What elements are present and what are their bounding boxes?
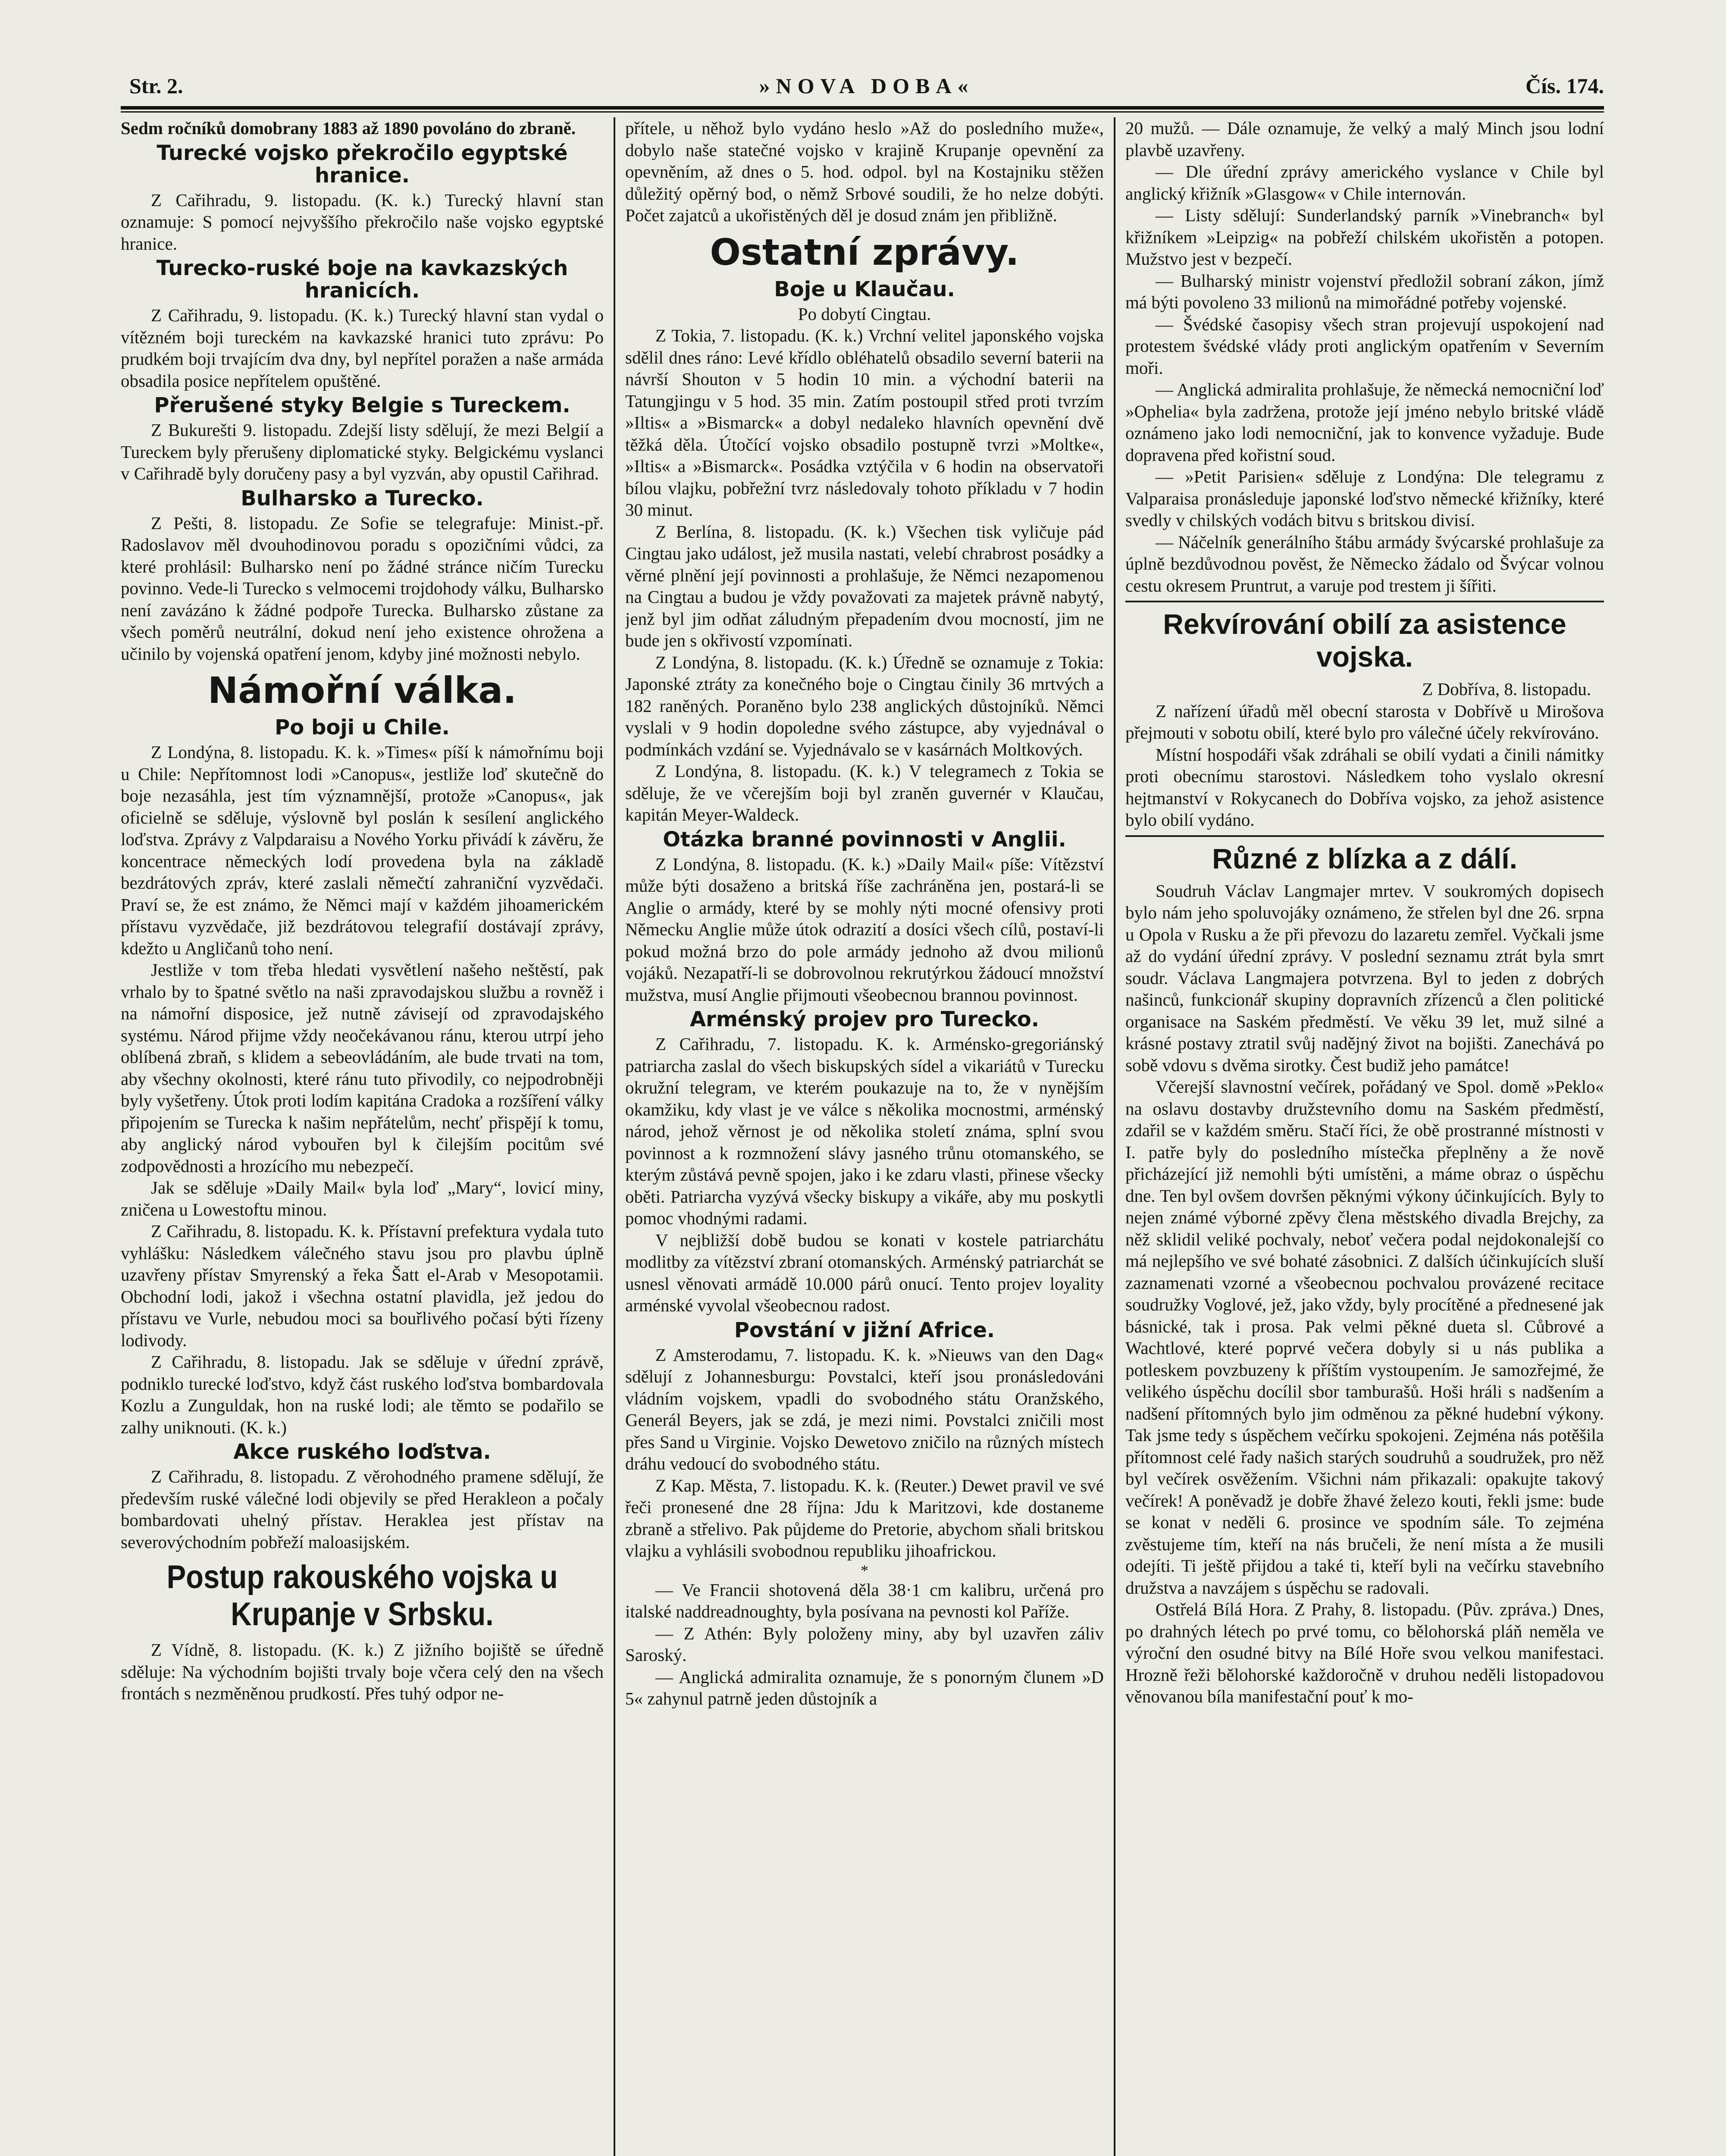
article-text: — Listy sdělují: Sunderlandský parník »Vinebranch« byl křižníkem »Leipzig« na pobřeží chilském ukořistěn a potopen. Mužstvo jest v bezpečí. [1125, 205, 1604, 269]
article-text: — Anglická admiralita oznamuje, že s ponorným člunem »D 5« zahynul patrně jeden důstojník a [625, 1667, 1104, 1708]
dateline: Z Dobřívа, 8. listopadu. [1422, 679, 1591, 699]
article-text: Z nařízení úřadů měl obecní starosta v Dobřívě u Mirošova přejmouti v sobotu obilí, které bylo pro válečné účely rekvírováno. [1125, 701, 1604, 743]
article-text: Z Tokia, 7. listopadu. (K. k.) Vrchní velitel japonského vojska sdělil dnes ráno: Levé křídlo obléhatelů obsadilo severní baterii na návrší Shouton v 5 hodin 10 min. a východní baterii na Tatungjingu v 5 hod. 35 min. Zatím postoupil střed proti tvrzím »Iltis« a »Bismarck« a dobyl nedaleko hlavních opevnění dvě těžká děla. Útočící vojsko obsadilo postupně tvrzi »Moltke«, »Iltis« a »Bismarck«. Posádka vztýčila v 6 hodin na observatoři bílou vlajku, pobřežní tvrz následovaly tohoto příkladu v 7 hodin 30 minut. [625, 326, 1104, 520]
article-text: 20 mužů. — Dále oznamuje, že velký a malý Minch jsou lodní plavbě uzavřeny. [1125, 118, 1604, 160]
issue-number: Čís. 174. [1526, 74, 1604, 98]
headline: Akce ruského loďstva. [233, 1440, 491, 1464]
article-text: Z Cařihradu, 8. listopadu. Z věrohodného pramene sdělují, že především ruské válečné lodi objevily se před Herakleon a počaly bombardovati uhelný přístav. Heraklea jest přístav na severovýchodním pobřeží maloasijském. [121, 1467, 604, 1552]
article-text: Ostřelá Bílá Hora. Z Prahy, 8. listopadu. (Pův. zpráva.) Dnes, po drahných létech po prvé tomu, co bělohorská pláň neměla ve výroční den osudné bitvy na Bílé Hoře svou velkou manifestaci. Hrozně řeži bělohorské každoročně v druhou neděli listopadovou věnovanou bíla manifestační pouť k mo- [1125, 1599, 1604, 1706]
section-headline: Ostatní zprávy. [710, 231, 1019, 273]
article-text: Z Londýna, 8. listopadu. (K. k.) Úředně se oznamuje z Tokia: Japonské ztráty za konečného boje o Cingtau činily 36 mrtvých a 182 raněných. Poraněno bylo 238 anglických důstojníků. Němci vyslali v 9 hodin dopoledne svého zástupce, aby vyjednával o podmínkách vzdání se. Vyjednávalo se v kasárnách Moltkových. [625, 652, 1104, 759]
column-divider [614, 117, 615, 2156]
headline: Turecké vojsko překročilo egyptské hranice. [157, 141, 568, 188]
article-text: — »Petit Parisien« sděluje z Londýna: Dle telegramu z Valparaisa pronásleduje japonské loďstvo německé křižníky, které svedly v chilských vodách bitvu s britskou divisí. [1125, 467, 1604, 530]
section-headline: Postup rakouského vojska u Krupanje v Srbsku. [166, 1559, 558, 1633]
column-divider [1114, 117, 1115, 2156]
article-text: — Švédské časopisy všech stran projevují uspokojení nad protestem švédské vlády proti anglickým opatřením v Severním moři. [1125, 314, 1604, 378]
article-text: Z Kap. Města, 7. listopadu. K. k. (Reuter.) Dewet pravil ve své řeči pronesené dne 28 října: Jdu k Maritzovi, kde dostaneme zbraně a střelivo. Pak půjdeme do Pretorie, abychom sňali britskou vlajku a vyhlásili svobodnou republiku jihoafrickou. [625, 1475, 1104, 1561]
article-text: — Anglická admiralita prohlašuje, že německá nemocniční loď »Ophelia« byla zadržena, protože její jméno nebylo britské vládě oznámeno jako lodi nemocniční, jak to konvence vyžaduje. Bude dopravena před kořistní soud. [1125, 379, 1604, 465]
headline: Otázka branné povinnosti v Anglii. [663, 827, 1066, 852]
headline: Arménský projev pro Turecko. [690, 1007, 1039, 1031]
article-text: Z Bukurešti 9. listopadu. Zdejší listy sdělují, že mezi Belgií a Tureckem byly přerušeny diplomatické styky. Belgickému vyslanci v Cařihradě byly doručeny pasy a byl vyzván, aby opustil Cařihrad. [121, 420, 604, 483]
article-text: — Dle úřední zprávy amerického vyslance v Chile byl anglický křižník »Glasgow« v Chile internován. [1125, 162, 1604, 204]
section-headline: Námořní válka. [207, 669, 517, 711]
header-rule-thin [121, 111, 1604, 113]
header-rule [121, 106, 1604, 110]
divider [1125, 601, 1604, 602]
article-text: Z Londýna, 8. listopadu. K. k. »Times« píší k námořnímu boji u Chile: Nepřítomnost lodi »Canopus«, jestliže loď skutečně do boje nezasáhla, jest tím významnější, protože »Canopus«, jak oficielně se sděluje, výslovně byl poslán k sesílení anglického loďstva. Zprávy z Valpdaraisu a Nového Yorku přivádí k závěru, že koncentrace německých lodí provedena byla na základě bezdrátových zpráv, které zaslali němečtí zahraniční vyzvědači. Praví se, že est známo, že Němci mají v každém jihoamerickém přístavu vyzvědače, již bezdrátovou telegrafií dostávají zprávy, kdežto u Angličanů toho není. [121, 742, 604, 958]
page-number: Str. 2. [129, 74, 183, 98]
article-text: V nejbližší době budou se konati v kostele patriarchátu modlitby za vítězství zbraní otomanských. Arménský patriarchát se usnesl věnovati armádě 10.000 párů onucí. Tento projev loyality arménské vyvolal všeobecnou radost. [625, 1230, 1104, 1315]
article-text: Z Pešti, 8. listopadu. Ze Sofie se telegrafuje: Minist.-př. Radoslavov měl dvouhodinovou poradu s opozičními vůdci, za které prohlásil: Bulharsko není po žádné stránce ničím Turecku povinno. Vede-li Turecko s velmocemi trojdohody válku, Bulharsko není zavázáno k žádné podpoře Turecka. Bulharsko zůstane za všech poměrů neutrální, dokud není jeho existence ohrožena a učinilo by vojenská opatření jenom, kdyby jiné možnosti nebylo. [121, 513, 604, 664]
article-text: Z Cařihradu, 8. listopadu. Jak se sděluje v úřední zprávě, podniklo turecké loďstvo, když část ruského loďstva bombardovala Kozlu a Zunguldak, hon na ruské lodi; ale těmto se podařilo se zalhy uniknouti. (K. k.) [121, 1352, 604, 1437]
article-text: Z Berlína, 8. listopadu. (K. k.) Všechen tisk vyličuje pád Cingtau jako událost, jež musila nastati, velebí chrabrost posádky a věrné plnění její povinnosti a prohlašuje, že Němci nezapomenou na Cingtau a budou je vždy považovati za majetek právně nabytý, jenž byl jim odňat záludným přepadením dvou mocností, jim ne bude jen s okřivostí vzpomínati. [625, 521, 1104, 650]
article-text: Z Cařihradu, 9. listopadu. (K. k.) Turecký hlavní stan vydal o vítězném boji tureckém na kavkazské hranici tuto zprávu: Po prudkém boji trvajícím dva dny, byl nepřítel poražen a naše armáda obsadila posice nepřítelem opuštěné. [121, 305, 604, 391]
article-text: Z Cařihradu, 7. listopadu. K. k. Arménsko-gregoriánský patriarcha zaslal do všech biskupských sídel a vikariátů v Turecku okružní telegram, ve kterém poukazuje na to, že v nynějším okamžiku, kdy vlast je ve válce s několika mocnostmi, arménský národ, jehož věrnost je od několika století známa, splní svou povinnost a k rozmnožení slávy jasného trůnu otomanského, se kterým zůstává pevně spojen, jako i ke zdaru vlasti, přinese všecky oběti. Patriarcha vyzývá všecky biskupy a vikáře, aby mu poskytli pomoc vhodnými radami. [625, 1034, 1104, 1228]
column-3 [1125, 117, 1604, 2156]
article-text: Z Amsterodamu, 7. listopadu. K. k. »Nieuws van den Dag« sdělují z Johannesburgu: Povstalci, kteří jsou pronásledováni vládním vojskem, vpadli do svobodného státu Oranžského, Generál Beyers, jak se zdá, je mezi nimi. Povstalci zničili most přes Sand u Virginie. Vojsko Dewetovo zničilo na různých místech dráhu vedoucí do svobodného státu. [625, 1344, 1104, 1473]
headline: Bulharsko a Turecko. [241, 486, 484, 511]
article-text: Z Londýna, 8. listopadu. (K. k.) V telegramech z Tokia se sděluje, že ve včerejším boji byl zraněn guvernér v Klaučau, kapitán Meyer-Waldeck. [625, 761, 1104, 824]
newspaper-title: »NOVA DOBA« [759, 74, 974, 98]
article-text: Jestliže v tom třeba hledati vysvětlení našeho neštěstí, pak vrhalo by to špatné světlo na naši zpravodajskou službu a rovněž i na námořní disposice, jež nutně závisejí od zpravodajského systému. Národ přijme vždy neočekávanou ránu, kterou utrpí jeho oblíbená zbraň, s klidem a sebeovládáním, ale bude trvati na tom, aby všechny okolnosti, které ránu tuto přivodily, co nejpodrobněji byly vyšetřeny. Útok proti lodím kapitána Cradoka a rozšíření války připojením se Turecka k našim nepřátelům, nechť přispějí k tomu, aby anglický národ vybouřen byl k čilejším pocitům své zodpovědnosti a hrozícího mu nebezpečí. [121, 960, 604, 1176]
article-text: Soudruh Václav Langmajer mrtev. V soukromých dopisech bylo nám jeho spoluvojáky oznámeno, že střelen byl dne 26. srpna u Opola v Rusku a že při převozu do lazaretu zemřel. Vyčkali jsme až do vydání úřední zprávy. V poslední seznamu ztrát byla smrt soudr. Václava Langmajera potvrzena. Byl to jeden z dobrých našinců, funkcionář skupiny dopravních zřízenců a člen politické organisace na Saském předměstí. Ve věku 39 let, muž silné a krásné postavy ztratil svůj nadějný život na bojišti. Zanechává po sobě vdovu s dvěma sirotky. Čest budiž jeho památce! [1125, 881, 1604, 1075]
article-text: Z Londýna, 8. listopadu. (K. k.) »Daily Mail« píše: Vítězství může býti dosaženo a britská říše zachráněna jen, postará-li se Anglie o armády, které by se mohly nýti mocné ofensivy proti Německu Anglie může útok odrazití a dosíci všech cílů, postaví-li pokud možná brzo do pole armády jednoho až dvou milionů vojáků. Nezapatří-li se dobrovolnou rekrutýrkou žádoucí množství mužstva, musí Anglie přijmouti všeobecnou brannou povinnost. [625, 854, 1104, 1005]
headline: Povstání v jižní Africe. [734, 1318, 995, 1342]
section-headline: Různé z blízka a z dálí. [1212, 842, 1517, 874]
article-text: — Bulharský ministr vojenství předložil sobraní zákon, jímž má býti povoleno 33 milionů na mimořádné potřeby vojenské. [1125, 270, 1604, 312]
article-text: — Náčelník generálního štábu armády švýcarské prohlašuje za úplně bezdůvodnou pověst, že Německo žádalo od Švýcar volnou cestu okresem Pruntrut, a varuje pod trestem ji šířiti. [1125, 532, 1604, 595]
subheadline: Po dobytí Cingtau. [798, 304, 931, 324]
article-text: — Ve Francii shotovená děla 38·1 cm kalibru, určená pro italské naddreadnoughty, byla posívana na pevnosti kol Paříže. [625, 1579, 1104, 1621]
article-text: Včerejší slavnostní večírek, pořádaný ve Spol. domě »Peklo« na oslavu dostavby družstevního domu na Saském předměstí, zdařil se v každém směru. Stačí říci, že obě prostranné místnosti v I. patře byly do posledního místečka přeplněny a že nově přicházející již nemohli býti umístěni, a máme obraz o úspěchu dne. Ten byl ovšem dovršen pěknými výkony účinkujících. Byly to nejen známé výborné zpěvy člena městského divadla Brejchy, za něž sklidil veliké pochvaly, neboť večera podal nejdokonalejší co má nejlepšího ve své bohaté zásobnici. Z dalších účinkujících sluší zaznamenati vzorné a všeobecnou pochvalou provázené recitace soudružky Voglové, jež, jako vždy, byly procítěné a přednesené jak básnické, tak i prosa. Pak velmi pěkné dueta sl. Cůbrové a Wachtlové, které poprvé večera dobyly si u nás publika a potleskem povzbuzeny k příštím vystoupením. Je samozřejmé, že velikého úspěchu docílil sbor tamburašů. Hoši hráli s nadšením a nadšení přítomných bylo jim odměnou za pěkné hudební výkony. Tak jsme tedy s úspěchem večírku spokojeni. Zejména nás potěšila přítomnost celé řady našich starých soudruhů a soudružek, pro něž byl večírek osvěžením. Všichni nám přikazali: opakujte takový večírek! A poněvadž je dobře žhavé železo kouti, řekli jsme: bude se konat v neděli 6. prosince ve spodním sále. To zejména zvěstujeme tím, kteří na nás bručeli, že není místa a že musili odejíti. Ti ještě přijdou a také ti, kteří byli na večírku stavebního družstva a navzájem s úspěchu se radovali. [1125, 1077, 1604, 1598]
article-text: Jak se sděluje »Daily Mail« byla loď „Mary“, lovicí miny, zničena u Lowestoftu minou. [121, 1178, 604, 1219]
section-separator-star: * [861, 1561, 868, 1579]
headline: Přerušené styky Belgie s Tureckem. [154, 393, 570, 417]
headline: Po boji u Chile. [275, 715, 450, 740]
column-2 [625, 117, 1104, 2156]
section-headline: Rekvírování obilí za asistence vojska. [1163, 608, 1566, 673]
article-text: Z Vídně, 8. listopadu. (K. k.) Z jižního bojiště se úředně sděluje: Na východním bojišti trvaly boje včera celý den na všech frontách s nezměněnou prudkostí. Přes tuhý odpor ne- [121, 1640, 604, 1703]
article-text: Sedm ročníků domobrany 1883 až 1890 povoláno do zbraně. [121, 118, 576, 138]
divider [1125, 835, 1604, 837]
headline: Boje u Klaučau. [774, 277, 955, 301]
article-text: přítele, u něhož bylo vydáno heslo »Až do posledního muže«, dobylo naše statečné vojsko v krajině Krupanje opevnění za opevněním, až dnes o 5. hod. odpol. byl na Kostajniku stěžen důležitý opěrný bod, o němž Srbové soudili, že ho nelze dobýti. Počet zajatců a ukořistěných děl je dosud znám jen přibližně. [625, 118, 1104, 225]
article-text: Z Cařihradu, 8. listopadu. K. k. Přístavní prefektura vydala tuto vyhlášku: Následkem válečného stavu jsou pro plavbu úplně uzavřeny přístav Smyrenský a řeka Šatt el-Arab v Mesopotamii. Obchodní lodi, jakož i všechna ostatní plavidla, jež jedou do přístavu ve Vurle, nebudou moci sa bouřlivého počasí býti řízeny lodivody. [121, 1221, 604, 1350]
headline: Turecko-ruské boje na kavkazských hranicích. [156, 256, 568, 303]
article-text: — Z Athén: Byly položeny miny, aby byl uzavřen záliv Saroský. [625, 1623, 1104, 1665]
column-1 [121, 117, 604, 2156]
article-text: Z Cařihradu, 9. listopadu. (K. k.) Turecký hlavní stan oznamuje: S pomocí nejvyššího překročilo naše vojsko egyptské hranice. [121, 190, 604, 254]
article-text: Místní hospodáři však zdráhali se obilí vydati a činili námitky proti obecnímu starostovi. Následkem toho vyslalo okresní hejtmanství v Rokycanech do Dobřívа vojsko, za jehož asistence bylo obilí vydáno. [1125, 744, 1604, 830]
page-header [129, 65, 1604, 103]
